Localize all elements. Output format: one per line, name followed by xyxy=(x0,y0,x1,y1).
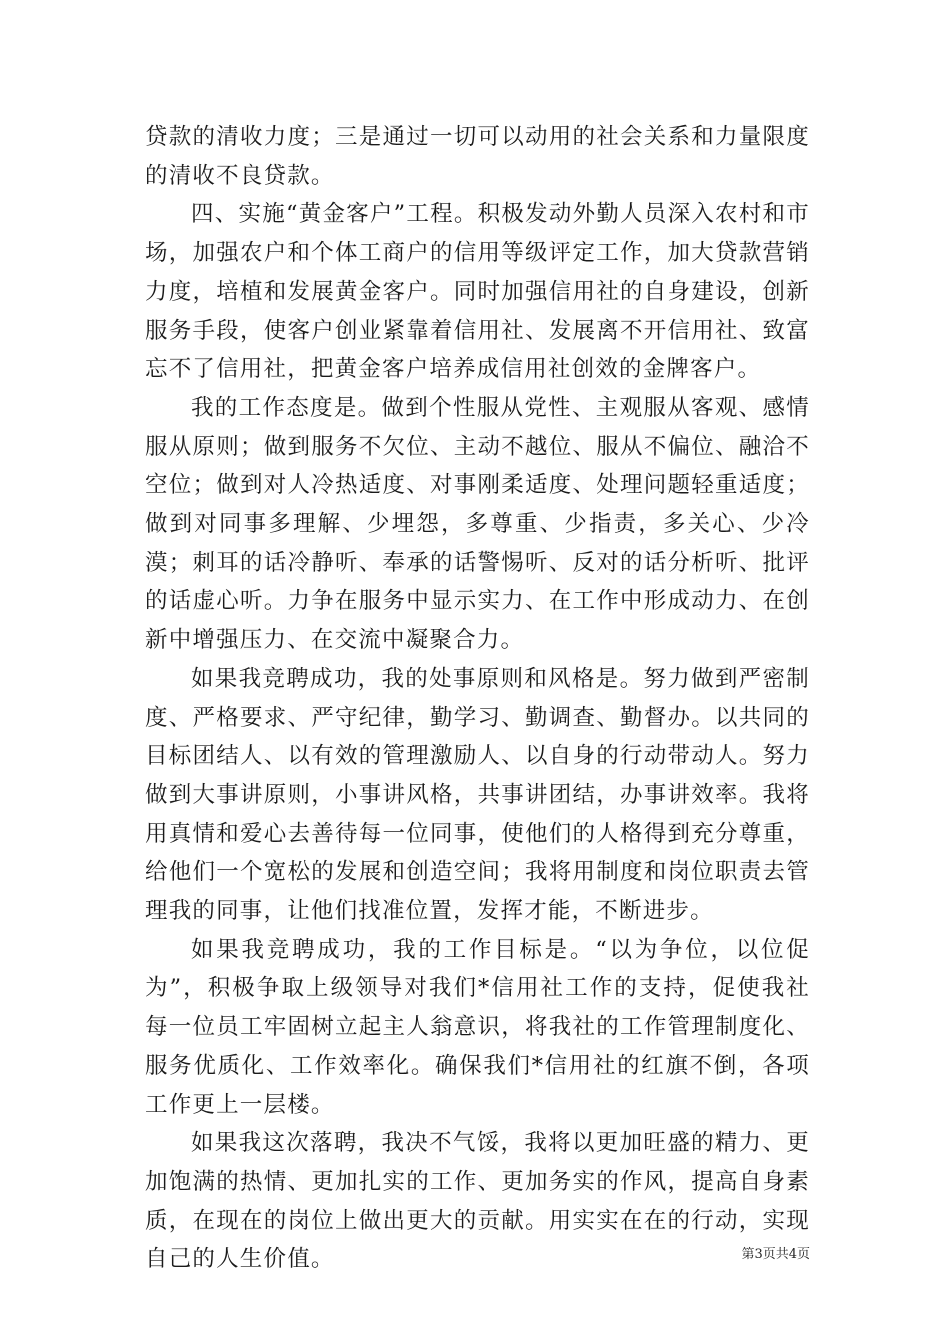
paragraph-4: 如果我竞聘成功，我的处事原则和风格是。努力做到严密制度、严格要求、严守纪律，勤学习、勤调查、勤督办。以共同的目标团结人、以有效的管理激励人、以自身的行动带动人。努力做到大事讲原则，小事讲风格，共事讲团结，办事讲效率。我将用真情和爱心去善待每一位同事，使他们的人格得到充分尊重，给他们一个宽松的发展和创造空间；我将用制度和岗位职责去管理我的同事，让他们找准位置，发挥才能，不断进步。 xyxy=(145,665,810,925)
page-number: 第3页共4页 xyxy=(741,1247,810,1262)
paragraph-1: 贷款的清收力度；三是通过一切可以动用的社会关系和力量限度的清收不良贷款。 xyxy=(145,124,810,189)
paragraph-6: 如果我这次落聘，我决不气馁，我将以更加旺盛的精力、更加饱满的热情、更加扎实的工作、更加务实的作风，提高自身素质，在现在的岗位上做出更大的贡献。用实实在在的行动，实现自己的人生价值。 xyxy=(145,1130,810,1273)
paragraph-5: 如果我竞聘成功，我的工作目标是。“以为争位，以位促为”，积极争取上级领导对我们*信用社工作的支持，促使我社每一位员工牢固树立起主人翁意识，将我社的工作管理制度化、服务优质化、工作效率化。确保我们*信用社的红旗不倒，各项工作更上一层楼。 xyxy=(145,936,810,1118)
body-text xyxy=(145,118,810,1279)
paragraph-3: 我的工作态度是。做到个性服从党性、主观服从客观、感情服从原则；做到服务不欠位、主动不越位、服从不偏位、融洽不空位；做到对人冷热适度、对事刚柔适度、处理问题轻重适度；做到对同事多理解、少埋怨，多尊重、少指责，多关心、少冷漠；刺耳的话冷静听、奉承的话警惕听、反对的话分析听、批评的话虚心听。力争在服务中显示实力、在工作中形成动力、在创新中增强压力、在交流中凝聚合力。 xyxy=(145,394,810,654)
paragraph-2: 四、实施“黄金客户”工程。积极发动外勤人员深入农村和市场，加强农户和个体工商户的信用等级评定工作，加大贷款营销力度，培植和发展黄金客户。同时加强信用社的自身建设，创新服务手段，使客户创业紧靠着信用社、发展离不开信用社、致富忘不了信用社，把黄金客户培养成信用社创效的金牌客户。 xyxy=(145,201,810,383)
